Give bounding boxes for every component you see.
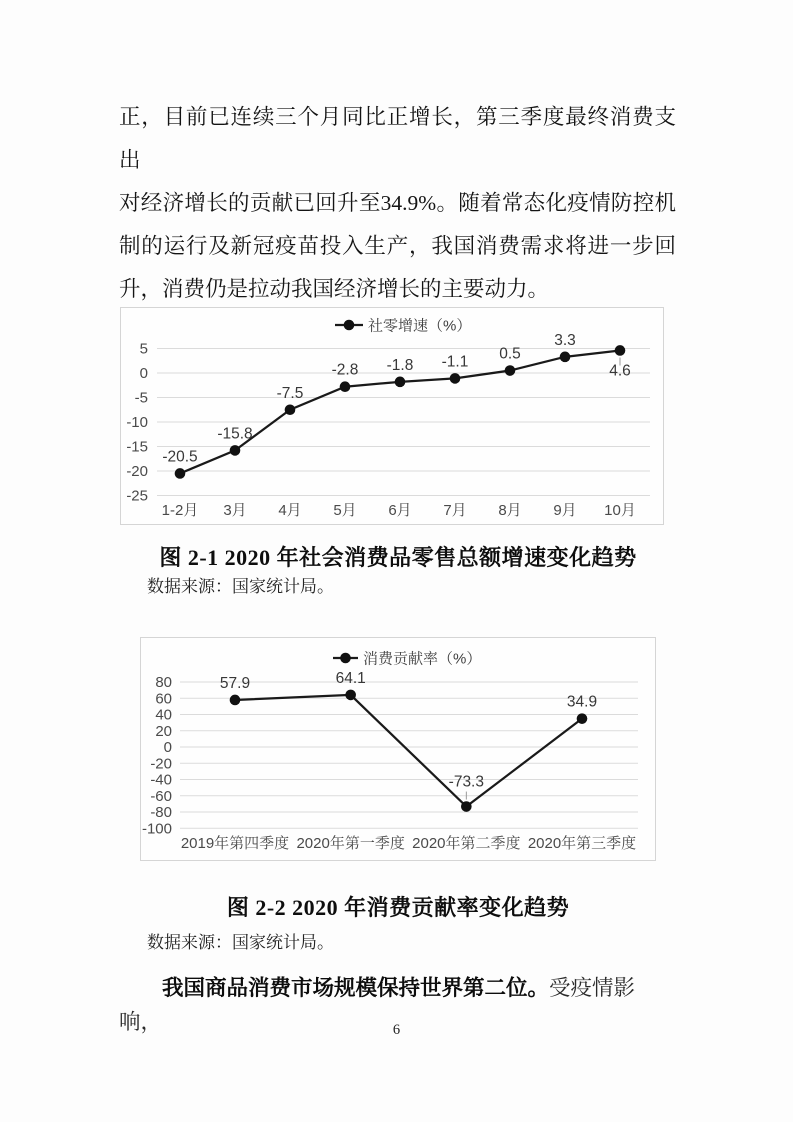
y-tick-label: -15 <box>126 438 148 456</box>
data-point <box>175 468 186 479</box>
data-point <box>577 713 588 724</box>
data-point <box>505 365 516 376</box>
paragraph-line: 正，目前已连续三个月同比正增长，第三季度最终消费支出 <box>119 105 676 172</box>
legend-label: 社零增速（%） <box>368 317 472 335</box>
x-tick-label: 2020年第一季度 <box>296 835 405 852</box>
data-label: -1.8 <box>386 356 414 374</box>
y-tick-label: -80 <box>150 804 172 821</box>
y-tick-label: -25 <box>126 487 148 505</box>
y-tick-label: 20 <box>155 722 172 740</box>
data-label: 0.5 <box>499 345 521 363</box>
data-point <box>340 381 351 392</box>
chart-frame <box>121 308 664 525</box>
data-point <box>345 690 356 701</box>
x-tick-label: 7月 <box>443 502 467 519</box>
figure-2-2-source: 数据来源：国家统计局。 <box>147 933 334 952</box>
data-label: -1.1 <box>441 353 469 371</box>
paragraph-line: 升，消费仍是拉动我国经济增长的主要动力。 <box>119 277 550 301</box>
x-tick-label: 2019年第四季度 <box>180 835 290 852</box>
figure-2-2-caption: 图 2-2 2020 年消费贡献率变化趋势 <box>226 895 570 920</box>
data-point <box>285 404 296 415</box>
y-tick-label: 0 <box>139 365 148 382</box>
y-tick-label: -10 <box>126 414 148 431</box>
x-tick-label: 4月 <box>278 502 302 519</box>
x-tick-label: 5月 <box>333 502 357 519</box>
y-tick-label: 5 <box>139 340 148 358</box>
paragraph-line: 对经济增长的贡献已回升至34.9%。随着常态化疫情防控机 <box>119 191 676 215</box>
figure-2-1-caption: 图 2-1 2020 年社会消费品零售总额增速变化趋势 <box>159 545 637 570</box>
page-number: 6 <box>392 1022 401 1038</box>
data-point <box>395 377 406 388</box>
data-label: -15.8 <box>217 425 253 443</box>
x-tick-label: 2020年第三季度 <box>527 835 637 852</box>
data-label: 64.1 <box>335 669 366 687</box>
figure-2-1-source: 数据来源：国家统计局。 <box>147 577 334 596</box>
x-tick-label: 3月 <box>223 502 247 519</box>
y-tick-label: -20 <box>126 463 148 480</box>
retail-growth-line-chart <box>120 307 664 525</box>
legend-marker-dot <box>340 653 351 664</box>
y-tick-label: -100 <box>141 820 172 838</box>
x-tick-label: 1-2月 <box>161 502 199 519</box>
x-tick-label: 2020年第二季度 <box>412 835 521 852</box>
y-tick-label: 40 <box>155 706 172 724</box>
legend-label: 消费贡献率（%） <box>363 650 482 668</box>
data-point <box>230 695 241 706</box>
data-point <box>615 345 626 356</box>
y-tick-label: -5 <box>134 389 148 407</box>
x-tick-label: 10月 <box>604 502 636 519</box>
data-point <box>560 352 571 363</box>
y-tick-label: -20 <box>150 755 172 773</box>
chart-frame <box>141 638 656 861</box>
data-label: 34.9 <box>566 693 598 711</box>
data-point <box>230 445 241 456</box>
data-label: -2.8 <box>331 361 359 379</box>
legend-marker-dot <box>344 320 355 331</box>
consumption-contribution-line-chart <box>140 637 656 861</box>
y-tick-label: 0 <box>163 739 172 756</box>
data-label: 3.3 <box>554 331 576 349</box>
data-point <box>461 801 472 812</box>
y-tick-label: -40 <box>150 771 172 789</box>
data-label: -20.5 <box>162 448 198 466</box>
x-tick-label: 9月 <box>553 502 577 519</box>
y-tick-label: 60 <box>155 690 172 708</box>
data-label: -73.3 <box>448 773 485 791</box>
x-tick-label: 8月 <box>498 502 522 519</box>
y-tick-label: -60 <box>150 787 172 805</box>
data-label: -7.5 <box>276 384 304 402</box>
data-label: 4.6 <box>609 362 631 380</box>
paragraph-top <box>119 96 676 311</box>
data-point <box>450 373 461 384</box>
paragraph-bold-lead: 我国商品消费市场规模保持世界第二位。 <box>162 976 550 1000</box>
data-label: 57.9 <box>219 674 251 692</box>
y-tick-label: 80 <box>155 674 172 691</box>
paragraph-line: 制的运行及新冠疫苗投入生产，我国消费需求将进一步回 <box>119 234 676 258</box>
paragraph-regular-tail: 受疫情影响， <box>119 976 636 1034</box>
x-tick-label: 6月 <box>388 502 412 519</box>
